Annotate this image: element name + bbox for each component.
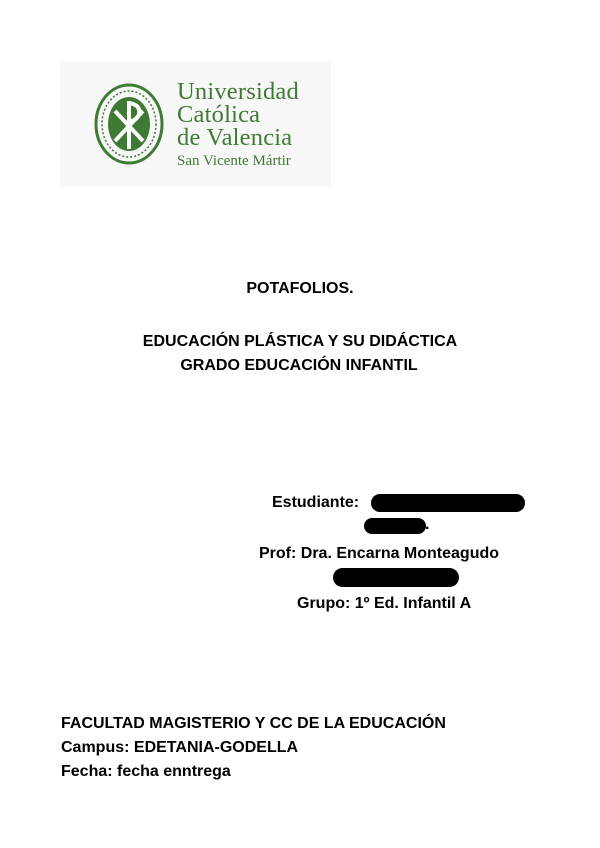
- document-title: POTAFOLIOS.: [246, 280, 354, 297]
- faculty-name: FACULTAD MAGISTERIO Y CC DE LA EDUCACIÓN: [61, 715, 446, 732]
- group-label: Grupo: 1º Ed. Infantil A: [297, 595, 472, 612]
- student-label: Estudiante:: [272, 494, 360, 511]
- logo-line-1: Universidad: [177, 78, 299, 105]
- student-trailing-period: .: [425, 516, 430, 533]
- campus-label: Campus: EDETANIA-GODELLA: [61, 739, 299, 756]
- chi-rho-seal-icon: [94, 83, 164, 165]
- faculty-info: [61, 712, 446, 784]
- subject-line-1: EDUCACIÓN PLÁSTICA Y SU DIDÁCTICA: [142, 333, 458, 350]
- logo-line-3: de Valencia: [177, 124, 293, 151]
- logo-line-4: San Vicente Mártir: [177, 153, 291, 169]
- university-logo: [60, 62, 331, 186]
- date-label: Fecha: fecha enntrega: [61, 763, 231, 780]
- redaction-bar-student-name: [371, 494, 525, 512]
- redaction-bar-professor: [333, 568, 459, 587]
- professor-name: Prof: Dra. Encarna Monteagudo: [259, 545, 500, 562]
- redaction-bar-student-name-2: [364, 518, 426, 534]
- subject-heading: [0, 330, 600, 378]
- logo-line-2: Católica: [177, 101, 261, 128]
- logo-wordmark: [177, 80, 299, 171]
- subject-line-2: GRADO EDUCACIÓN INFANTIL: [180, 357, 418, 374]
